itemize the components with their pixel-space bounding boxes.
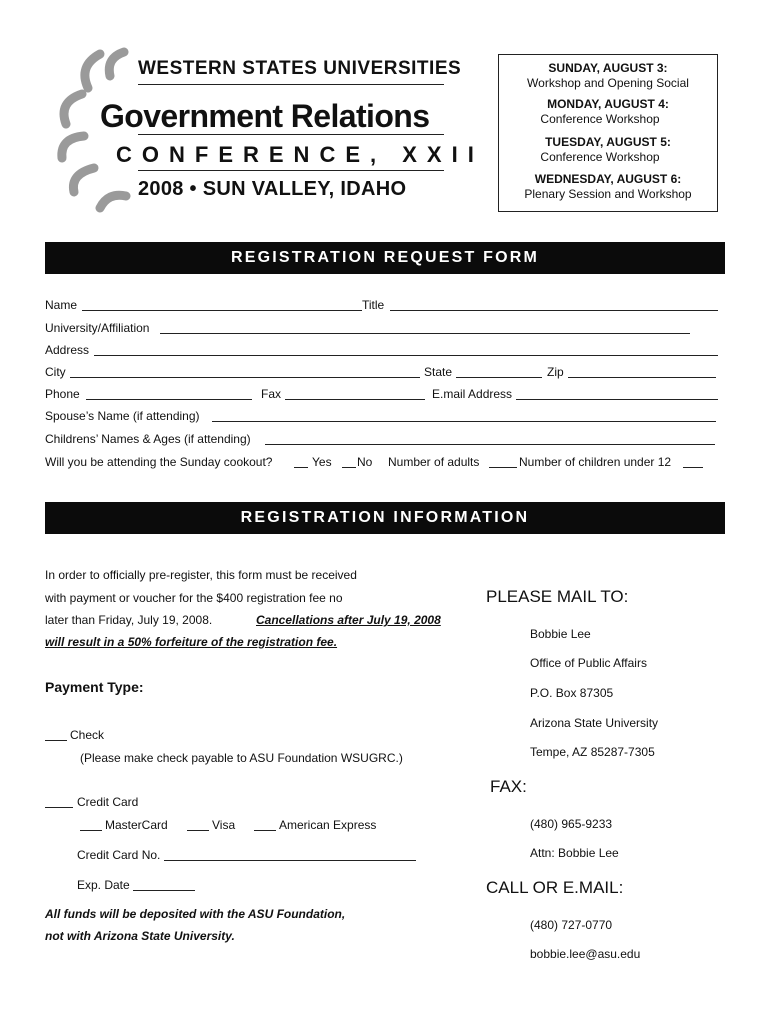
address-label: Address bbox=[45, 343, 90, 357]
mail-line: Tempe, AZ 85287-7305 bbox=[530, 745, 655, 759]
email-field-line[interactable] bbox=[516, 399, 718, 400]
spouse-label: Spouse’s Name (if attending) bbox=[45, 409, 200, 423]
mail-line: Bobbie Lee bbox=[530, 627, 591, 641]
email-address: bobbie.lee@asu.edu bbox=[530, 947, 641, 961]
mail-line: P.O. Box 87305 bbox=[530, 686, 614, 700]
name-label: Name bbox=[45, 298, 78, 312]
children-field-line[interactable] bbox=[265, 444, 715, 445]
call-email-heading: CALL OR E.MAIL: bbox=[486, 878, 624, 897]
mail-to-heading: PLEASE MAIL TO: bbox=[486, 587, 629, 606]
cancellation-notice: will result in a 50% forfeiture of the registration fee. bbox=[45, 635, 338, 649]
schedule-desc: Conference Workshop bbox=[540, 150, 660, 164]
mastercard-label: MasterCard bbox=[105, 818, 168, 832]
fax-label: Fax bbox=[261, 387, 282, 401]
cancellation-notice: Cancellations after July 19, 2008 bbox=[256, 613, 441, 627]
children-count-field-line[interactable] bbox=[683, 467, 703, 468]
adults-field-line[interactable] bbox=[489, 467, 517, 468]
zip-label: Zip bbox=[547, 365, 564, 379]
address-field-line[interactable] bbox=[94, 355, 718, 356]
exp-date-field-line[interactable] bbox=[133, 890, 195, 891]
amex-blank[interactable] bbox=[254, 830, 276, 831]
logo-text-western-states: WESTERN STATES UNIVERSITIES bbox=[138, 58, 462, 79]
funds-notice: All funds will be deposited with the ASU Foundation, bbox=[45, 907, 346, 921]
info-paragraph-line: In order to officially pre-register, this form must be received bbox=[45, 568, 357, 582]
adults-label: Number of adults bbox=[388, 455, 480, 469]
schedule-day: MONDAY, AUGUST 4: bbox=[547, 97, 669, 111]
payment-type-label: Payment Type: bbox=[45, 679, 144, 695]
university-label: University/Affiliation bbox=[45, 321, 150, 335]
fax-field-line[interactable] bbox=[285, 399, 425, 400]
cc-number-label: Credit Card No. bbox=[77, 848, 161, 862]
phone-field-line[interactable] bbox=[86, 399, 252, 400]
children-count-label: Number of children under 12 bbox=[519, 455, 672, 469]
schedule-box bbox=[498, 54, 718, 212]
cookout-yes-blank[interactable] bbox=[294, 467, 308, 468]
spouse-field-line[interactable] bbox=[212, 421, 716, 422]
cookout-question: Will you be attending the Sunday cookout? bbox=[45, 455, 273, 469]
university-field-line[interactable] bbox=[160, 333, 690, 334]
mail-line: Office of Public Affairs bbox=[530, 656, 647, 670]
title-label: Title bbox=[362, 298, 385, 312]
fax-heading: FAX: bbox=[490, 777, 527, 796]
amex-label: American Express bbox=[279, 818, 377, 832]
logo-text-conference: CONFERENCE, XXII bbox=[116, 142, 484, 167]
check-note: (Please make check payable to ASU Foundation WSUGRC.) bbox=[80, 751, 403, 765]
name-field-line[interactable] bbox=[82, 310, 362, 311]
schedule-desc: Workshop and Opening Social bbox=[527, 76, 689, 90]
schedule-day: WEDNESDAY, AUGUST 6: bbox=[534, 172, 682, 186]
info-paragraph-line: later than Friday, July 19, 2008. bbox=[45, 613, 213, 627]
credit-card-blank[interactable] bbox=[45, 807, 73, 808]
mail-line: Arizona State University bbox=[530, 716, 659, 730]
registration-request-heading: REGISTRATION REQUEST FORM bbox=[45, 242, 725, 274]
zip-field-line[interactable] bbox=[568, 377, 716, 378]
visa-label: Visa bbox=[212, 818, 236, 832]
schedule-day: SUNDAY, AUGUST 3: bbox=[548, 61, 668, 75]
mastercard-blank[interactable] bbox=[80, 830, 102, 831]
logo-rule bbox=[138, 84, 444, 85]
check-blank[interactable] bbox=[45, 740, 67, 741]
info-paragraph-line: with payment or voucher for the $400 registration fee no bbox=[45, 591, 343, 605]
phone-label: Phone bbox=[45, 387, 80, 401]
title-field-line[interactable] bbox=[390, 310, 718, 311]
funds-notice: not with Arizona State University. bbox=[45, 929, 235, 943]
registration-information-heading: REGISTRATION INFORMATION bbox=[45, 502, 725, 534]
logo-text-government-relations: Government Relations bbox=[100, 98, 430, 134]
cc-number-field-line[interactable] bbox=[164, 860, 416, 861]
credit-card-label: Credit Card bbox=[77, 795, 139, 809]
logo-text-year-location: 2008 • SUN VALLEY, IDAHO bbox=[138, 178, 407, 200]
exp-date-label: Exp. Date bbox=[77, 878, 130, 892]
fax-line: (480) 965-9233 bbox=[530, 817, 613, 831]
children-label: Childrens’ Names & Ages (if attending) bbox=[45, 432, 251, 446]
city-label: City bbox=[45, 365, 66, 379]
fax-line: Attn: Bobbie Lee bbox=[530, 846, 619, 860]
call-line: (480) 727-0770 bbox=[530, 918, 613, 932]
check-label: Check bbox=[70, 728, 105, 742]
email-label: E.mail Address bbox=[432, 387, 513, 401]
cookout-no-blank[interactable] bbox=[342, 467, 356, 468]
logo-rule bbox=[138, 134, 444, 135]
visa-blank[interactable] bbox=[187, 830, 209, 831]
schedule-day: TUESDAY, AUGUST 5: bbox=[545, 135, 671, 149]
city-field-line[interactable] bbox=[70, 377, 420, 378]
state-label: State bbox=[424, 365, 453, 379]
logo-rule bbox=[138, 170, 444, 171]
schedule-desc: Conference Workshop bbox=[540, 112, 660, 126]
state-field-line[interactable] bbox=[456, 377, 542, 378]
cookout-yes-label: Yes bbox=[312, 455, 332, 469]
cookout-no-label: No bbox=[357, 455, 373, 469]
schedule-desc: Plenary Session and Workshop bbox=[524, 187, 692, 201]
